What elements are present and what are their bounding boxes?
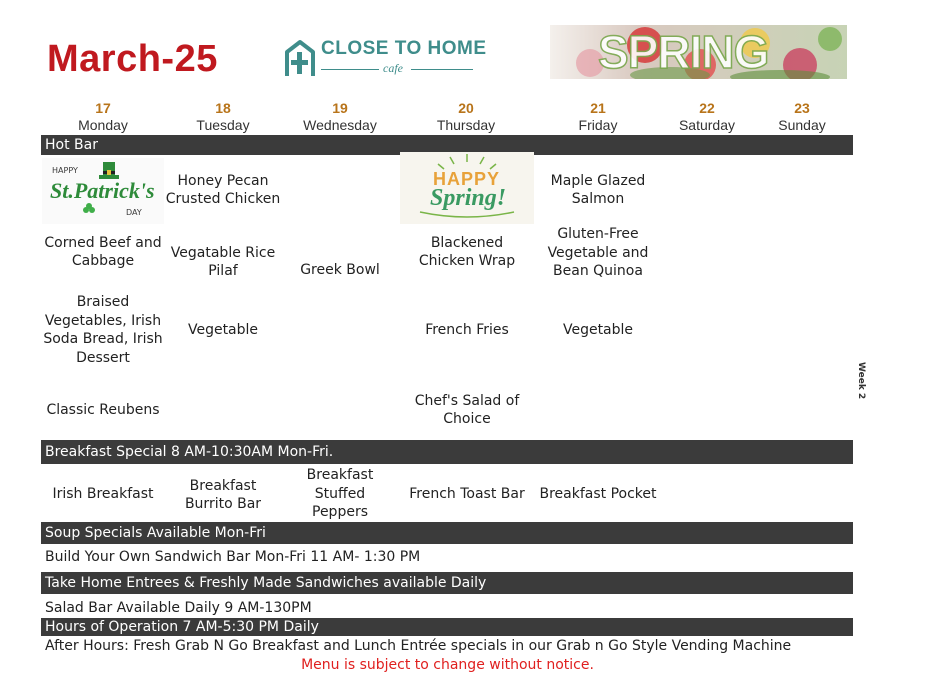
breakfast-wednesday: Breakfast Stuffed Peppers	[306, 467, 374, 521]
cafe-logo	[283, 36, 487, 82]
day-header-tuesday: 18 Tuesday	[196, 100, 250, 133]
hours-header: Hours of Operation 7 AM-5:30 PM Daily	[41, 618, 853, 636]
hot-bar-monday-item-2: Corned Beef and Cabbage	[44, 234, 162, 269]
shamrock-icon	[82, 202, 96, 216]
hot-bar-tuesday-item-1: Honey Pecan Crusted Chicken	[165, 172, 281, 207]
hot-bar-friday-item-1: Maple Glazed Salmon	[550, 172, 646, 207]
breakfast-thursday: French Toast Bar	[409, 485, 525, 502]
day-header-thursday: 20 Thursday	[436, 100, 496, 133]
st-patricks-badge	[42, 158, 164, 224]
logo-wordmark: CLOSE TO HOME	[321, 38, 487, 59]
hot-bar-thursday-item-4: Chef's Salad of Choice	[414, 392, 520, 427]
hot-bar-friday-item-2: Gluten-Free Vegetable and Bean Quinoa	[547, 226, 649, 280]
hot-bar-header: Hot Bar	[41, 135, 853, 155]
day-header-sunday: 23 Sunday	[778, 100, 826, 133]
day-header-saturday: 22 Saturday	[678, 100, 736, 133]
hot-bar-wednesday-item-2: Greek Bowl	[300, 261, 380, 278]
hot-bar-thursday-item-3: French Fries	[425, 321, 509, 338]
happy-spring-happy: HAPPY	[433, 169, 501, 189]
st-patricks-happy: HAPPY	[52, 166, 78, 175]
hot-bar-monday-item-3: Braised Vegetables, Irish Soda Bread, Irish Dessert	[43, 294, 163, 366]
spring-banner-text: SPRING	[598, 26, 769, 78]
page-title: March-25	[47, 38, 218, 80]
logo-subtitle: cafe	[383, 61, 403, 75]
soup-header: Soup Specials Available Mon-Fri	[41, 522, 853, 544]
day-header-wednesday: 19 Wednesday	[303, 100, 377, 133]
hot-bar-tuesday-item-2: Vegatable Rice Pilaf	[170, 244, 276, 279]
happy-spring-title: Spring!	[430, 185, 507, 211]
st-patricks-day: DAY	[126, 208, 142, 217]
day-header-monday: 17 Monday	[78, 100, 128, 133]
breakfast-tuesday: Breakfast Burrito Bar	[184, 477, 262, 512]
logo-rule-left	[321, 69, 379, 70]
hot-bar-thursday-item-2: Blackened Chicken Wrap	[418, 234, 516, 269]
day-header-friday: 21 Friday	[578, 100, 618, 133]
logo-rule-right	[411, 69, 473, 70]
disclaimer-note: Menu is subject to change without notice.	[301, 657, 594, 673]
house-plus-icon	[283, 38, 317, 78]
after-hours-line: After Hours: Fresh Grab N Go Breakfast and Lunch Entrée specials in our Grab n Go Style Vending Machine	[45, 638, 792, 654]
salad-bar-line: Salad Bar Available Daily 9 AM-130PM	[45, 600, 312, 616]
hot-bar-tuesday-item-3: Vegetable	[187, 321, 259, 338]
sandwich-bar-line: Build Your Own Sandwich Bar Mon-Fri 11 AM- 1:30 PM	[45, 549, 421, 565]
hot-bar-monday-item-4: Classic Reubens	[46, 401, 160, 418]
breakfast-friday: Breakfast Pocket	[539, 485, 657, 502]
breakfast-header: Breakfast Special 8 AM-10:30AM Mon-Fri.	[41, 440, 853, 464]
spring-banner	[550, 25, 847, 79]
week-label: Week 2	[856, 362, 866, 400]
take-home-header: Take Home Entrees & Freshly Made Sandwiches available Daily	[41, 572, 853, 594]
breakfast-monday: Irish Breakfast	[52, 485, 154, 502]
happy-spring-badge	[400, 152, 534, 224]
st-patricks-title: St.Patrick's	[50, 178, 155, 203]
hot-bar-friday-item-3: Vegetable	[562, 321, 634, 338]
